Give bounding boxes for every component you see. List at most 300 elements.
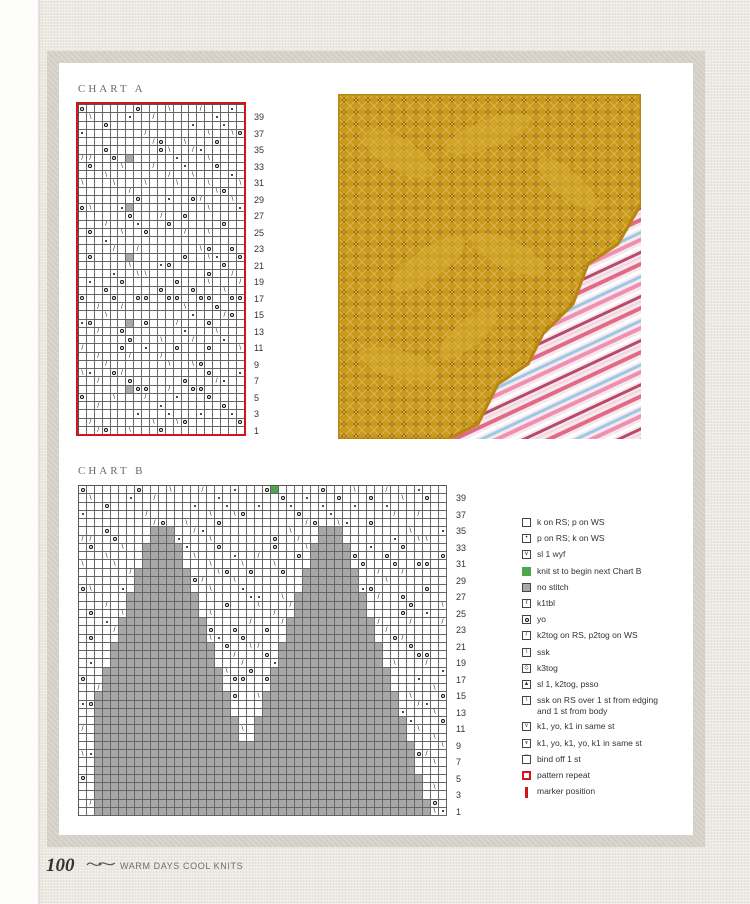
chart-cell: [215, 783, 223, 791]
chart-cell: [263, 767, 271, 775]
chart-cell: [351, 503, 359, 511]
chart-cell: [287, 767, 295, 775]
chart-cell: [207, 602, 215, 610]
chart-cell: [199, 767, 207, 775]
chart-cell: [151, 783, 159, 791]
chart-cell: [213, 229, 221, 237]
chart-cell: [79, 602, 87, 610]
chart-cell: [247, 775, 255, 783]
chart-cell: [303, 527, 311, 535]
chart-cell: [439, 503, 447, 511]
chart-cell: \: [271, 560, 279, 568]
chart-cell: [383, 701, 391, 709]
chart-cell: [79, 767, 87, 775]
chart-cell: [335, 569, 343, 577]
chart-cell: [79, 717, 87, 725]
chart-cell: [221, 344, 229, 352]
chart-cell: [151, 610, 159, 618]
chart-cell: [142, 146, 150, 154]
chart-cell: [95, 593, 103, 601]
chart-cell: [239, 676, 247, 684]
chart-cell: [279, 676, 287, 684]
chart-cell: [191, 676, 199, 684]
chart-cell: [287, 585, 295, 593]
chart-cell: [247, 767, 255, 775]
chart-cell: [271, 676, 279, 684]
chart-cell: [279, 544, 287, 552]
chart-cell: [383, 734, 391, 742]
chart-cell: [271, 602, 279, 610]
chart-cell: \: [150, 419, 158, 427]
legend-label: k1, yo, k1, yo, k1 in same st: [537, 737, 642, 748]
chart-cell: [95, 767, 103, 775]
chart-cell: [343, 503, 351, 511]
chart-cell: /: [118, 369, 126, 377]
sl-icon: ∨: [522, 550, 531, 559]
chart-cell: [150, 179, 158, 187]
chart-cell: [431, 519, 439, 527]
chart-cell: [303, 569, 311, 577]
chart-cell: [247, 750, 255, 758]
chart-cell: [431, 676, 439, 684]
chart-cell: [174, 361, 182, 369]
chart-cell: [263, 758, 271, 766]
chart-cell: [213, 394, 221, 402]
chart-cell: [207, 527, 215, 535]
chart-cell: [263, 511, 271, 519]
chart-cell: [213, 344, 221, 352]
chart-cell: [255, 511, 263, 519]
chart-cell: [87, 427, 95, 435]
chart-cell: [223, 569, 231, 577]
chart-cell: [103, 237, 111, 245]
chart-cell: [87, 196, 95, 204]
chart-cell: [79, 328, 87, 336]
chart-cell: [407, 676, 415, 684]
chart-cell: [175, 750, 183, 758]
chart-cell: [182, 419, 190, 427]
chart-cell: [166, 138, 174, 146]
chart-cell: [415, 742, 423, 750]
chart-cell: \: [174, 419, 182, 427]
chart-b-grid: [78, 485, 447, 816]
chart-cell: [231, 552, 239, 560]
chart-cell: [407, 800, 415, 808]
chart-cell: [143, 701, 151, 709]
chart-cell: [205, 369, 213, 377]
chart-cell: [197, 212, 205, 220]
chart-cell: [103, 676, 111, 684]
chart-cell: [303, 602, 311, 610]
chart-cell: [111, 486, 119, 494]
chart-cell: [119, 783, 127, 791]
chart-cell: [215, 544, 223, 552]
chart-cell: [423, 791, 431, 799]
chart-cell: /: [95, 303, 103, 311]
chart-cell: [399, 651, 407, 659]
chart-cell: [174, 196, 182, 204]
chart-cell: [415, 585, 423, 593]
chart-a-grid: [78, 104, 245, 435]
chart-cell: [103, 155, 111, 163]
chart-cell: [213, 171, 221, 179]
chart-cell: [215, 560, 223, 568]
chart-cell: [237, 130, 245, 138]
chart-cell: [343, 519, 351, 527]
chart-cell: [103, 377, 111, 385]
chart-cell: [351, 734, 359, 742]
chart-cell: [95, 527, 103, 535]
chart-cell: \: [207, 560, 215, 568]
chart-cell: [118, 138, 126, 146]
chart-cell: [182, 171, 190, 179]
chart-cell: [271, 569, 279, 577]
chart-cell: [359, 651, 367, 659]
chart-cell: [375, 668, 383, 676]
chart-cell: [189, 353, 197, 361]
chart-cell: [327, 602, 335, 610]
chart-cell: [142, 427, 150, 435]
chart-cell: [215, 503, 223, 511]
chart-cell: [303, 659, 311, 667]
chart-cell: [79, 701, 87, 709]
chart-cell: [87, 377, 95, 385]
chart-cell: [111, 138, 119, 146]
chart-cell: [311, 511, 319, 519]
chart-cell: [343, 767, 351, 775]
inc3-icon: ⋎: [522, 722, 531, 731]
chart-cell: [207, 767, 215, 775]
chart-cell: [166, 320, 174, 328]
chart-cell: [126, 171, 134, 179]
chart-cell: [343, 742, 351, 750]
chart-cell: [237, 245, 245, 253]
chart-cell: [95, 635, 103, 643]
chart-cell: [103, 519, 111, 527]
chart-cell: [111, 155, 119, 163]
chart-cell: [423, 808, 431, 816]
chart-cell: [87, 486, 95, 494]
chart-cell: [103, 320, 111, 328]
chart-cell: [79, 212, 87, 220]
chart-cell: [183, 808, 191, 816]
chart-cell: [111, 410, 119, 418]
chart-cell: [263, 503, 271, 511]
chart-cell: [143, 626, 151, 634]
chart-cell: [367, 626, 375, 634]
chart-cell: [127, 602, 135, 610]
chart-cell: [95, 138, 103, 146]
chart-cell: [303, 750, 311, 758]
chart-cell: [167, 651, 175, 659]
chart-cell: [151, 651, 159, 659]
chart-cell: [383, 610, 391, 618]
chart-cell: [263, 552, 271, 560]
chart-cell: [375, 709, 383, 717]
chart-cell: [150, 146, 158, 154]
chart-cell: [143, 692, 151, 700]
chart-cell: [166, 237, 174, 245]
chart-cell: /: [166, 386, 174, 394]
chart-cell: [158, 328, 166, 336]
chart-cell: [207, 643, 215, 651]
chart-cell: [237, 287, 245, 295]
chart-cell: [271, 750, 279, 758]
chart-cell: [79, 668, 87, 676]
chart-cell: [351, 725, 359, 733]
chart-cell: [207, 486, 215, 494]
chart-cell: [213, 303, 221, 311]
chart-cell: [375, 486, 383, 494]
chart-cell: \: [237, 179, 245, 187]
chart-cell: [207, 701, 215, 709]
chart-cell: [111, 386, 119, 394]
chart-cell: [423, 626, 431, 634]
chart-cell: [134, 361, 142, 369]
chart-cell: [182, 163, 190, 171]
chart-cell: [191, 775, 199, 783]
chart-cell: [423, 635, 431, 643]
chart-cell: [263, 791, 271, 799]
chart-cell: /: [399, 569, 407, 577]
chart-cell: [367, 503, 375, 511]
chart-cell: [111, 105, 119, 113]
chart-cell: [197, 353, 205, 361]
chart-cell: [158, 171, 166, 179]
chart-cell: [255, 635, 263, 643]
chart-cell: [166, 353, 174, 361]
chart-cell: [229, 295, 237, 303]
chart-cell: [111, 204, 119, 212]
row-number: 17: [254, 293, 265, 304]
chart-cell: [367, 486, 375, 494]
chart-cell: [223, 767, 231, 775]
chart-cell: [343, 651, 351, 659]
chart-cell: [197, 204, 205, 212]
chart-cell: [79, 783, 87, 791]
chart-cell: [279, 717, 287, 725]
chart-cell: [159, 618, 167, 626]
chart-cell: [255, 651, 263, 659]
chart-cell: [183, 783, 191, 791]
chart-cell: [311, 808, 319, 816]
chart-cell: [255, 684, 263, 692]
chart-cell: [351, 585, 359, 593]
chart-cell: [223, 791, 231, 799]
chart-cell: [423, 610, 431, 618]
chart-cell: [279, 643, 287, 651]
chart-cell: [166, 311, 174, 319]
chart-cell: [279, 725, 287, 733]
chart-cell: \: [87, 585, 95, 593]
chart-cell: [221, 270, 229, 278]
row-number: 29: [456, 575, 467, 586]
chart-cell: [135, 494, 143, 502]
chart-cell: [150, 427, 158, 435]
chart-cell: [423, 668, 431, 676]
chart-cell: [134, 278, 142, 286]
chart-cell: [295, 742, 303, 750]
chart-cell: [111, 701, 119, 709]
legend-label: sl 1, k2tog, psso: [537, 679, 599, 689]
chart-cell: [150, 237, 158, 245]
chart-cell: [239, 775, 247, 783]
chart-cell: [189, 245, 197, 253]
chart-cell: [303, 668, 311, 676]
chart-cell: [126, 377, 134, 385]
chart-cell: [111, 692, 119, 700]
chart-cell: [287, 552, 295, 560]
chart-cell: [111, 494, 119, 502]
chart-cell: [119, 651, 127, 659]
chart-cell: [87, 386, 95, 394]
chart-cell: [150, 262, 158, 270]
chart-cell: [87, 635, 95, 643]
chart-cell: [111, 262, 119, 270]
chart-cell: [239, 684, 247, 692]
chart-cell: [167, 800, 175, 808]
chart-cell: [439, 791, 447, 799]
chart-cell: [287, 684, 295, 692]
chart-cell: [126, 245, 134, 253]
chart-cell: [439, 800, 447, 808]
chart-cell: [79, 295, 87, 303]
chart-cell: [189, 270, 197, 278]
chart-cell: [279, 635, 287, 643]
chart-cell: [134, 369, 142, 377]
chart-cell: [215, 552, 223, 560]
chart-cell: [95, 196, 103, 204]
chart-cell: [199, 758, 207, 766]
chart-cell: [213, 386, 221, 394]
chart-cell: [229, 204, 237, 212]
chart-cell: [239, 494, 247, 502]
chart-cell: [127, 511, 135, 519]
chart-cell: [174, 295, 182, 303]
chart-cell: [199, 610, 207, 618]
chart-cell: [126, 386, 134, 394]
chart-cell: [158, 361, 166, 369]
chart-cell: [327, 486, 335, 494]
chart-cell: [359, 626, 367, 634]
chart-cell: [213, 336, 221, 344]
chart-cell: [158, 179, 166, 187]
chart-cell: [111, 254, 119, 262]
chart-cell: [103, 486, 111, 494]
chart-cell: [351, 544, 359, 552]
chart-cell: [126, 122, 134, 130]
chart-cell: [151, 569, 159, 577]
chart-cell: [311, 701, 319, 709]
chart-cell: [167, 544, 175, 552]
chart-cell: [182, 105, 190, 113]
chart-cell: [255, 709, 263, 717]
chart-cell: [151, 725, 159, 733]
chart-cell: [431, 610, 439, 618]
chart-cell: [142, 402, 150, 410]
chart-cell: [335, 602, 343, 610]
chart-cell: /: [103, 361, 111, 369]
chart-cell: [142, 328, 150, 336]
chart-cell: [199, 503, 207, 511]
chart-cell: [191, 503, 199, 511]
chart-cell: [271, 709, 279, 717]
chart-cell: [359, 486, 367, 494]
chart-cell: [127, 676, 135, 684]
chart-cell: [391, 593, 399, 601]
chart-cell: [229, 311, 237, 319]
chart-cell: [189, 402, 197, 410]
chart-cell: [167, 692, 175, 700]
chart-cell: \: [207, 635, 215, 643]
chart-cell: /: [95, 328, 103, 336]
chart-cell: [415, 610, 423, 618]
chart-cell: [143, 585, 151, 593]
chart-cell: [327, 701, 335, 709]
chart-cell: [303, 701, 311, 709]
chart-cell: [159, 519, 167, 527]
row-number: 25: [254, 227, 265, 238]
chart-cell: [383, 560, 391, 568]
chart-cell: [182, 122, 190, 130]
chart-cell: [143, 486, 151, 494]
chart-cell: [79, 486, 87, 494]
chart-cell: [431, 775, 439, 783]
chart-cell: [327, 569, 335, 577]
chart-cell: [119, 742, 127, 750]
chart-cell: [343, 494, 351, 502]
chart-cell: [111, 725, 119, 733]
chart-cell: [197, 138, 205, 146]
chart-cell: [166, 212, 174, 220]
chart-cell: [189, 328, 197, 336]
chart-cell: [151, 585, 159, 593]
chart-cell: [367, 602, 375, 610]
chart-cell: [142, 163, 150, 171]
chart-cell: [87, 278, 95, 286]
chart-cell: [237, 427, 245, 435]
chart-cell: [213, 155, 221, 163]
chart-cell: [127, 659, 135, 667]
chart-cell: [335, 676, 343, 684]
chart-cell: [111, 618, 119, 626]
chart-cell: [423, 544, 431, 552]
chart-cell: [367, 684, 375, 692]
chart-cell: [231, 593, 239, 601]
chart-cell: [423, 552, 431, 560]
chart-cell: [197, 163, 205, 171]
chart-cell: [359, 511, 367, 519]
chart-cell: [158, 311, 166, 319]
chart-cell: [127, 486, 135, 494]
chart-cell: [263, 519, 271, 527]
chart-cell: [287, 635, 295, 643]
chart-cell: [431, 577, 439, 585]
chart-cell: [263, 593, 271, 601]
chart-cell: [231, 519, 239, 527]
chart-cell: [335, 536, 343, 544]
chart-cell: [287, 610, 295, 618]
chart-cell: [239, 503, 247, 511]
chart-cell: [183, 494, 191, 502]
chart-cell: [183, 750, 191, 758]
chart-cell: [126, 295, 134, 303]
chart-cell: [159, 486, 167, 494]
chart-cell: [150, 311, 158, 319]
chart-cell: [271, 734, 279, 742]
chart-cell: [150, 353, 158, 361]
chart-cell: [79, 544, 87, 552]
